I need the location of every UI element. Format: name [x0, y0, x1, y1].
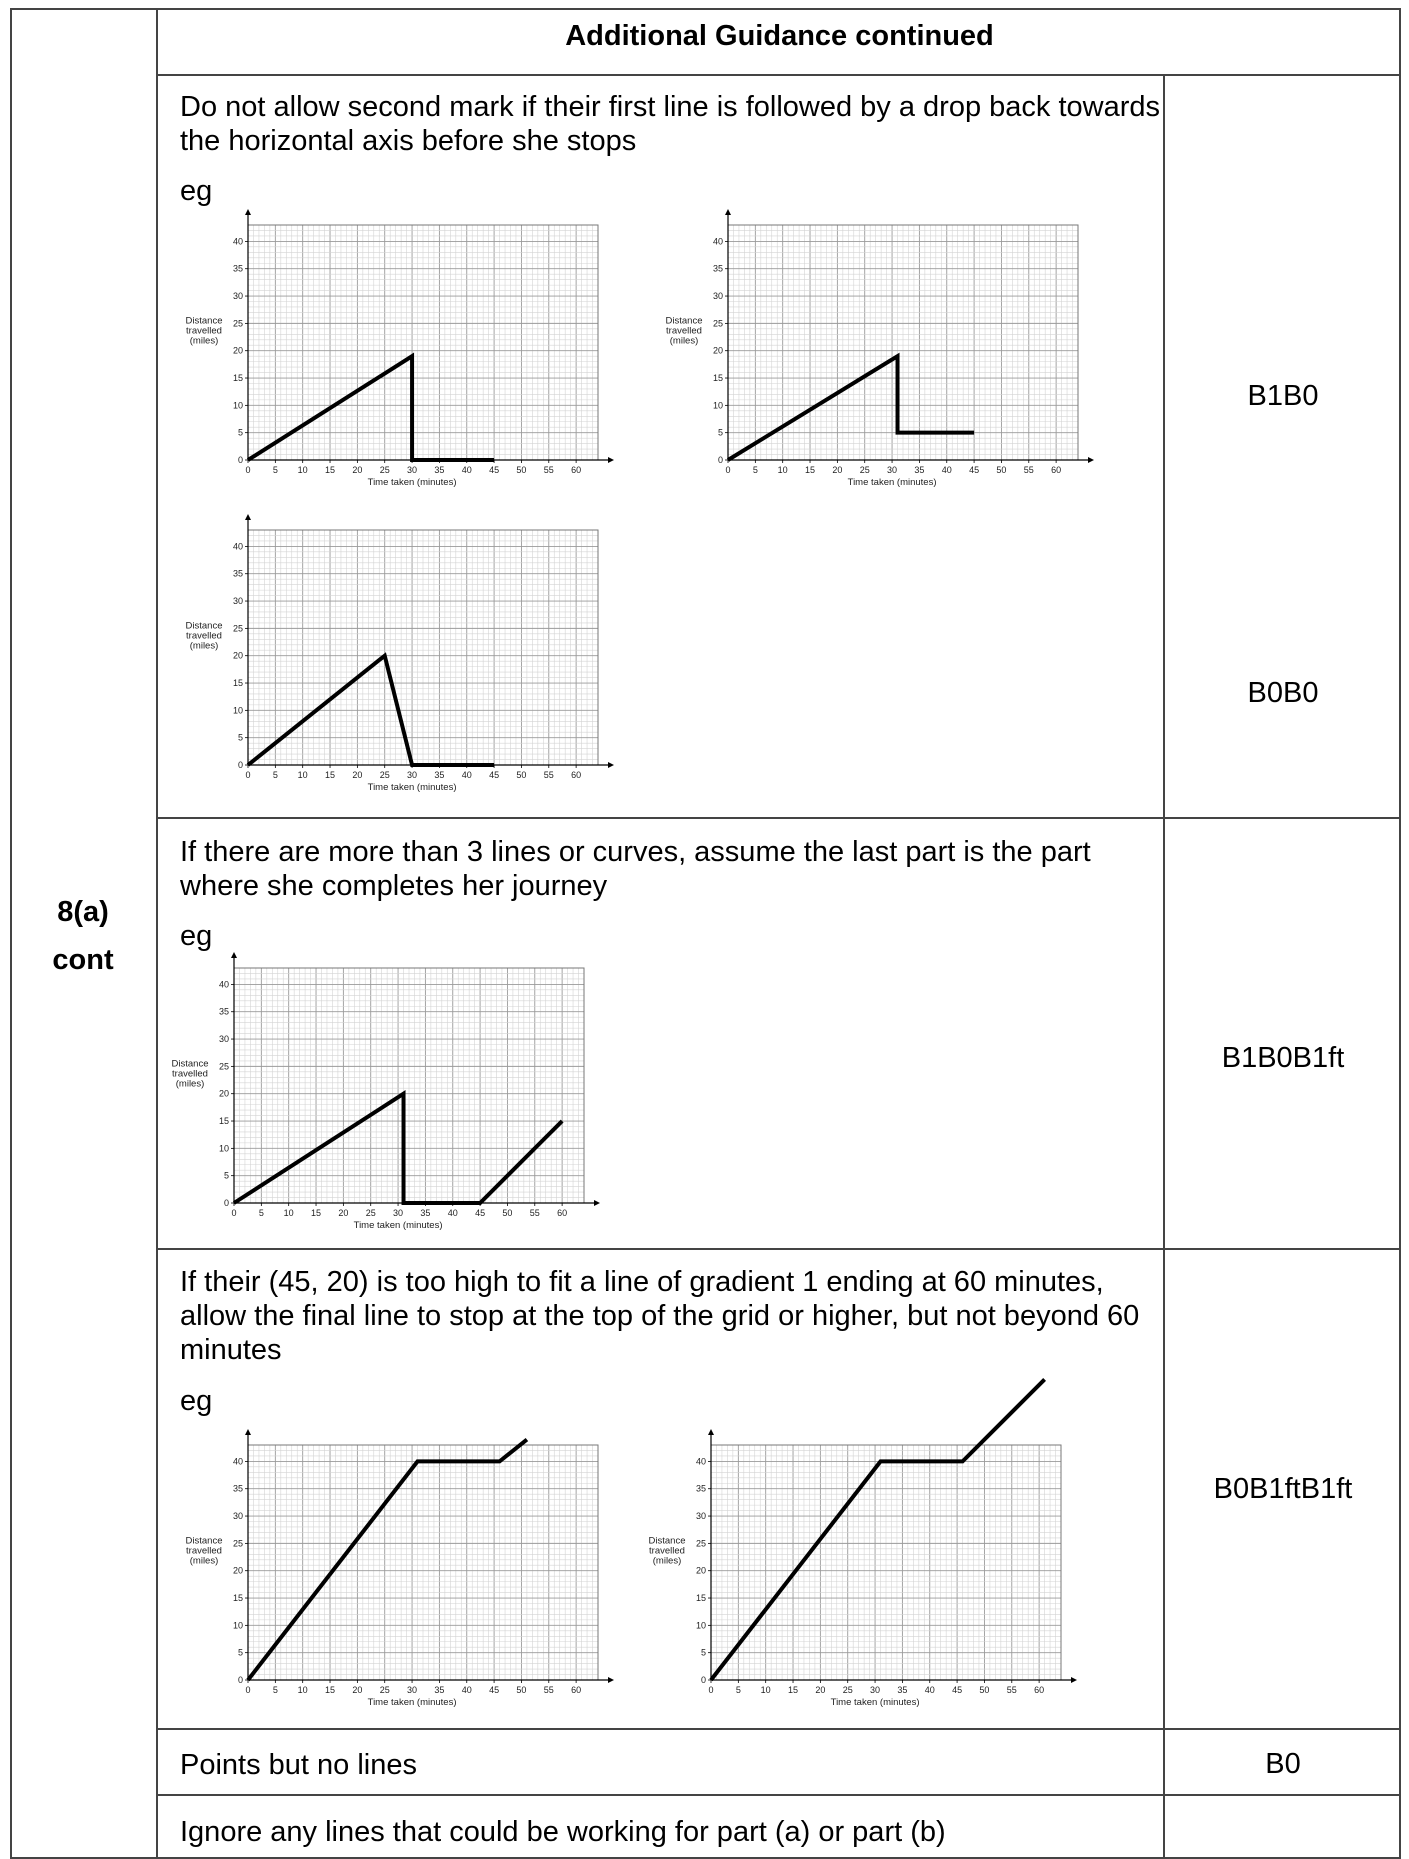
y-tick-label: 0	[700, 1675, 706, 1685]
y-tick-label: 40	[712, 236, 723, 247]
table-border-top	[10, 8, 1401, 10]
y-tick-label: 0	[717, 455, 723, 465]
question-continued: cont	[52, 944, 114, 976]
x-tick-label: 40	[447, 1208, 458, 1218]
x-axis-arrow	[1088, 457, 1094, 463]
x-tick-label: 40	[924, 1685, 935, 1695]
x-tick-label: 5	[258, 1208, 264, 1218]
y-tick-label: 35	[232, 568, 243, 579]
y-tick-label: 20	[712, 345, 723, 356]
x-tick-label: 35	[434, 770, 445, 780]
x-tick-label: 20	[815, 1685, 826, 1695]
y-axis-arrow	[245, 1429, 251, 1435]
y-tick-label: 35	[218, 1006, 229, 1017]
guidance-text: Points but no lines	[180, 1749, 417, 1781]
x-tick-label: 20	[352, 1685, 363, 1695]
y-tick-label: 40	[232, 236, 243, 247]
table-border-right	[1399, 8, 1401, 1859]
distance-time-graph	[643, 1375, 1083, 1715]
y-tick-label: 40	[232, 1456, 243, 1467]
x-tick-label: 10	[283, 1208, 294, 1218]
x-tick-label: 40	[461, 1685, 472, 1695]
y-tick-label: 15	[695, 1593, 706, 1604]
y-tick-label: 5	[237, 427, 243, 438]
x-tick-label: 20	[338, 1208, 349, 1218]
x-tick-label: 35	[897, 1685, 908, 1695]
row-divider	[156, 1728, 1401, 1730]
guidance-text: Do not allow second mark if their first line is followed by a drop back towards the horizontal axis before she stops	[180, 91, 1160, 157]
y-tick-label: 30	[232, 1511, 243, 1522]
x-tick-label: 60	[571, 770, 582, 780]
y-axis-label: (miles)	[189, 1555, 219, 1567]
y-tick-label: 25	[218, 1061, 229, 1072]
y-tick-label: 35	[232, 263, 243, 274]
x-axis-arrow	[594, 1200, 600, 1206]
x-tick-label: 5	[272, 770, 278, 780]
y-tick-label: 10	[695, 1620, 706, 1631]
x-tick-label: 30	[870, 1685, 881, 1695]
guidance-text: If their (45, 20) is too high to fit a line of gradient 1 ending at 60 minutes, allow the final line to stop at the top of the grid or higher, but not beyond 60 minutes	[180, 1266, 1140, 1366]
x-axis-arrow	[608, 762, 614, 768]
x-tick-label: 55	[543, 770, 554, 780]
x-tick-label: 55	[543, 465, 554, 475]
table-border-question	[156, 8, 158, 1859]
x-tick-label: 20	[832, 465, 843, 475]
y-tick-label: 10	[712, 400, 723, 411]
x-tick-label: 5	[272, 465, 278, 475]
y-axis-label: (miles)	[669, 335, 699, 347]
x-tick-label: 35	[434, 1685, 445, 1695]
y-tick-label: 5	[237, 1647, 243, 1658]
x-tick-label: 45	[475, 1208, 486, 1218]
y-tick-label: 20	[232, 345, 243, 356]
x-tick-label: 55	[1006, 1685, 1017, 1695]
guidance-text: Ignore any lines that could be working for part (a) or part (b)	[180, 1816, 946, 1848]
x-axis-label: Time taken (minutes)	[367, 477, 457, 488]
y-tick-label: 30	[712, 291, 723, 302]
x-tick-label: 50	[516, 465, 527, 475]
x-tick-label: 60	[571, 465, 582, 475]
x-tick-label: 50	[979, 1685, 990, 1695]
x-tick-label: 60	[557, 1208, 568, 1218]
y-tick-label: 40	[232, 541, 243, 552]
mark-value: B0	[1265, 1748, 1301, 1780]
y-tick-label: 0	[237, 760, 243, 770]
y-axis-label: (miles)	[175, 1078, 205, 1090]
y-tick-label: 15	[712, 373, 723, 384]
x-axis-label: Time taken (minutes)	[367, 1697, 457, 1708]
y-tick-label: 35	[712, 263, 723, 274]
x-tick-label: 15	[311, 1208, 322, 1218]
row-divider	[156, 817, 1401, 819]
x-tick-label: 0	[245, 1685, 251, 1695]
y-tick-label: 25	[712, 318, 723, 329]
mark-value: B1B0B1ft	[1221, 1042, 1345, 1074]
x-tick-label: 15	[805, 465, 816, 475]
y-axis-label: (miles)	[652, 1555, 682, 1567]
x-axis-label: Time taken (minutes)	[353, 1220, 443, 1231]
y-tick-label: 25	[232, 318, 243, 329]
x-tick-label: 60	[1051, 465, 1062, 475]
distance-time-graph	[180, 1385, 620, 1715]
x-tick-label: 15	[325, 770, 336, 780]
y-axis-label: travelled	[186, 1545, 222, 1557]
y-axis-label: Distance	[665, 315, 703, 327]
x-tick-label: 20	[352, 465, 363, 475]
y-tick-label: 15	[232, 678, 243, 689]
y-tick-label: 40	[695, 1456, 706, 1467]
y-tick-label: 0	[223, 1198, 229, 1208]
y-tick-label: 20	[218, 1088, 229, 1099]
y-tick-label: 0	[237, 1675, 243, 1685]
x-tick-label: 45	[489, 465, 500, 475]
x-tick-label: 5	[735, 1685, 741, 1695]
x-axis-arrow	[1071, 1677, 1077, 1683]
x-tick-label: 30	[393, 1208, 404, 1218]
x-axis-arrow	[608, 1677, 614, 1683]
y-axis-arrow	[245, 209, 251, 215]
y-axis-label: travelled	[666, 325, 702, 337]
x-tick-label: 0	[725, 465, 731, 475]
y-tick-label: 5	[223, 1170, 229, 1181]
y-tick-label: 10	[218, 1143, 229, 1154]
y-axis-label: travelled	[649, 1545, 685, 1557]
x-tick-label: 50	[996, 465, 1007, 475]
x-tick-label: 45	[489, 1685, 500, 1695]
y-tick-label: 25	[232, 1538, 243, 1549]
mark-value: B1B0	[1247, 380, 1319, 412]
x-tick-label: 15	[325, 465, 336, 475]
y-tick-label: 25	[232, 623, 243, 634]
x-tick-label: 0	[708, 1685, 714, 1695]
x-tick-label: 20	[352, 770, 363, 780]
distance-time-graph	[166, 948, 606, 1238]
x-tick-label: 50	[516, 1685, 527, 1695]
mark-value: B0B0	[1247, 677, 1319, 709]
x-tick-label: 30	[887, 465, 898, 475]
y-axis-label: travelled	[186, 630, 222, 642]
x-tick-label: 60	[571, 1685, 582, 1695]
x-tick-label: 50	[516, 770, 527, 780]
y-tick-label: 20	[232, 1565, 243, 1576]
eg-label: eg	[180, 920, 213, 952]
grid	[728, 225, 1078, 460]
y-tick-label: 30	[695, 1511, 706, 1522]
distance-time-graph	[660, 205, 1100, 495]
x-tick-label: 25	[379, 770, 390, 780]
y-axis-label: (miles)	[189, 640, 219, 652]
x-tick-label: 5	[752, 465, 758, 475]
y-axis-label: Distance	[648, 1535, 686, 1547]
x-tick-label: 10	[297, 1685, 308, 1695]
x-tick-label: 10	[777, 465, 788, 475]
distance-time-graph	[180, 510, 620, 800]
guidance-text: If there are more than 3 lines or curves, assume the last part is the part where she completes her journey	[180, 836, 1091, 902]
x-tick-label: 15	[788, 1685, 799, 1695]
row-divider	[156, 74, 1401, 76]
y-tick-label: 30	[232, 596, 243, 607]
x-tick-label: 35	[914, 465, 925, 475]
x-tick-label: 0	[245, 770, 251, 780]
row-divider	[156, 1248, 1401, 1250]
y-tick-label: 5	[237, 732, 243, 743]
x-tick-label: 45	[969, 465, 980, 475]
y-tick-label: 30	[218, 1034, 229, 1045]
y-axis-label: Distance	[185, 315, 223, 327]
x-tick-label: 25	[842, 1685, 853, 1695]
y-axis-arrow	[245, 514, 251, 520]
y-tick-label: 10	[232, 705, 243, 716]
x-tick-label: 0	[245, 465, 251, 475]
row-divider	[156, 1794, 1401, 1796]
x-tick-label: 45	[489, 770, 500, 780]
x-tick-label: 50	[502, 1208, 513, 1218]
x-axis-arrow	[608, 457, 614, 463]
y-axis-label: Distance	[185, 620, 223, 632]
y-tick-label: 0	[237, 455, 243, 465]
x-tick-label: 0	[231, 1208, 237, 1218]
x-tick-label: 25	[859, 465, 870, 475]
x-tick-label: 10	[297, 465, 308, 475]
journey-line	[248, 356, 494, 460]
mark-value: B0B1ftB1ft	[1213, 1473, 1353, 1505]
grid	[248, 530, 598, 765]
x-tick-label: 25	[365, 1208, 376, 1218]
x-tick-label: 10	[760, 1685, 771, 1695]
grid	[711, 1445, 1061, 1680]
eg-label: eg	[180, 1385, 213, 1417]
x-tick-label: 30	[407, 770, 418, 780]
y-axis-arrow	[231, 952, 237, 958]
x-tick-label: 35	[434, 465, 445, 475]
y-tick-label: 40	[218, 979, 229, 990]
x-tick-label: 60	[1034, 1685, 1045, 1695]
y-axis-label: Distance	[185, 1535, 223, 1547]
x-tick-label: 10	[297, 770, 308, 780]
x-tick-label: 45	[952, 1685, 963, 1695]
y-tick-label: 10	[232, 400, 243, 411]
journey-line	[728, 356, 974, 460]
x-axis-label: Time taken (minutes)	[830, 1697, 920, 1708]
x-axis-label: Time taken (minutes)	[367, 782, 457, 793]
eg-label: eg	[180, 175, 213, 207]
journey-line	[711, 1379, 1045, 1680]
y-axis-arrow	[708, 1429, 714, 1435]
x-tick-label: 15	[325, 1685, 336, 1695]
x-tick-label: 40	[461, 770, 472, 780]
y-axis-arrow	[725, 209, 731, 215]
distance-time-graph	[180, 205, 620, 495]
y-tick-label: 15	[232, 373, 243, 384]
y-tick-label: 35	[695, 1483, 706, 1494]
x-tick-label: 40	[941, 465, 952, 475]
y-axis-label: Distance	[171, 1058, 209, 1070]
y-tick-label: 5	[700, 1647, 706, 1658]
y-tick-label: 20	[695, 1565, 706, 1576]
y-axis-label: travelled	[186, 325, 222, 337]
y-tick-label: 10	[232, 1620, 243, 1631]
x-tick-label: 30	[407, 1685, 418, 1695]
x-tick-label: 25	[379, 1685, 390, 1695]
y-tick-label: 15	[232, 1593, 243, 1604]
table-border-marks	[1163, 75, 1165, 1859]
y-tick-label: 35	[232, 1483, 243, 1494]
grid	[248, 1445, 598, 1680]
y-axis-label: (miles)	[189, 335, 219, 347]
x-tick-label: 35	[420, 1208, 431, 1218]
y-tick-label: 30	[232, 291, 243, 302]
y-tick-label: 20	[232, 650, 243, 661]
y-axis-label: travelled	[172, 1068, 208, 1080]
x-tick-label: 5	[272, 1685, 278, 1695]
x-tick-label: 40	[461, 465, 472, 475]
x-tick-label: 55	[543, 1685, 554, 1695]
x-tick-label: 30	[407, 465, 418, 475]
x-tick-label: 55	[529, 1208, 540, 1218]
y-tick-label: 5	[717, 427, 723, 438]
question-number: 8(a)	[57, 896, 109, 928]
x-tick-label: 25	[379, 465, 390, 475]
y-tick-label: 25	[695, 1538, 706, 1549]
y-tick-label: 15	[218, 1116, 229, 1127]
x-axis-label: Time taken (minutes)	[847, 477, 937, 488]
x-tick-label: 55	[1023, 465, 1034, 475]
page-title: Additional Guidance continued	[565, 20, 994, 52]
